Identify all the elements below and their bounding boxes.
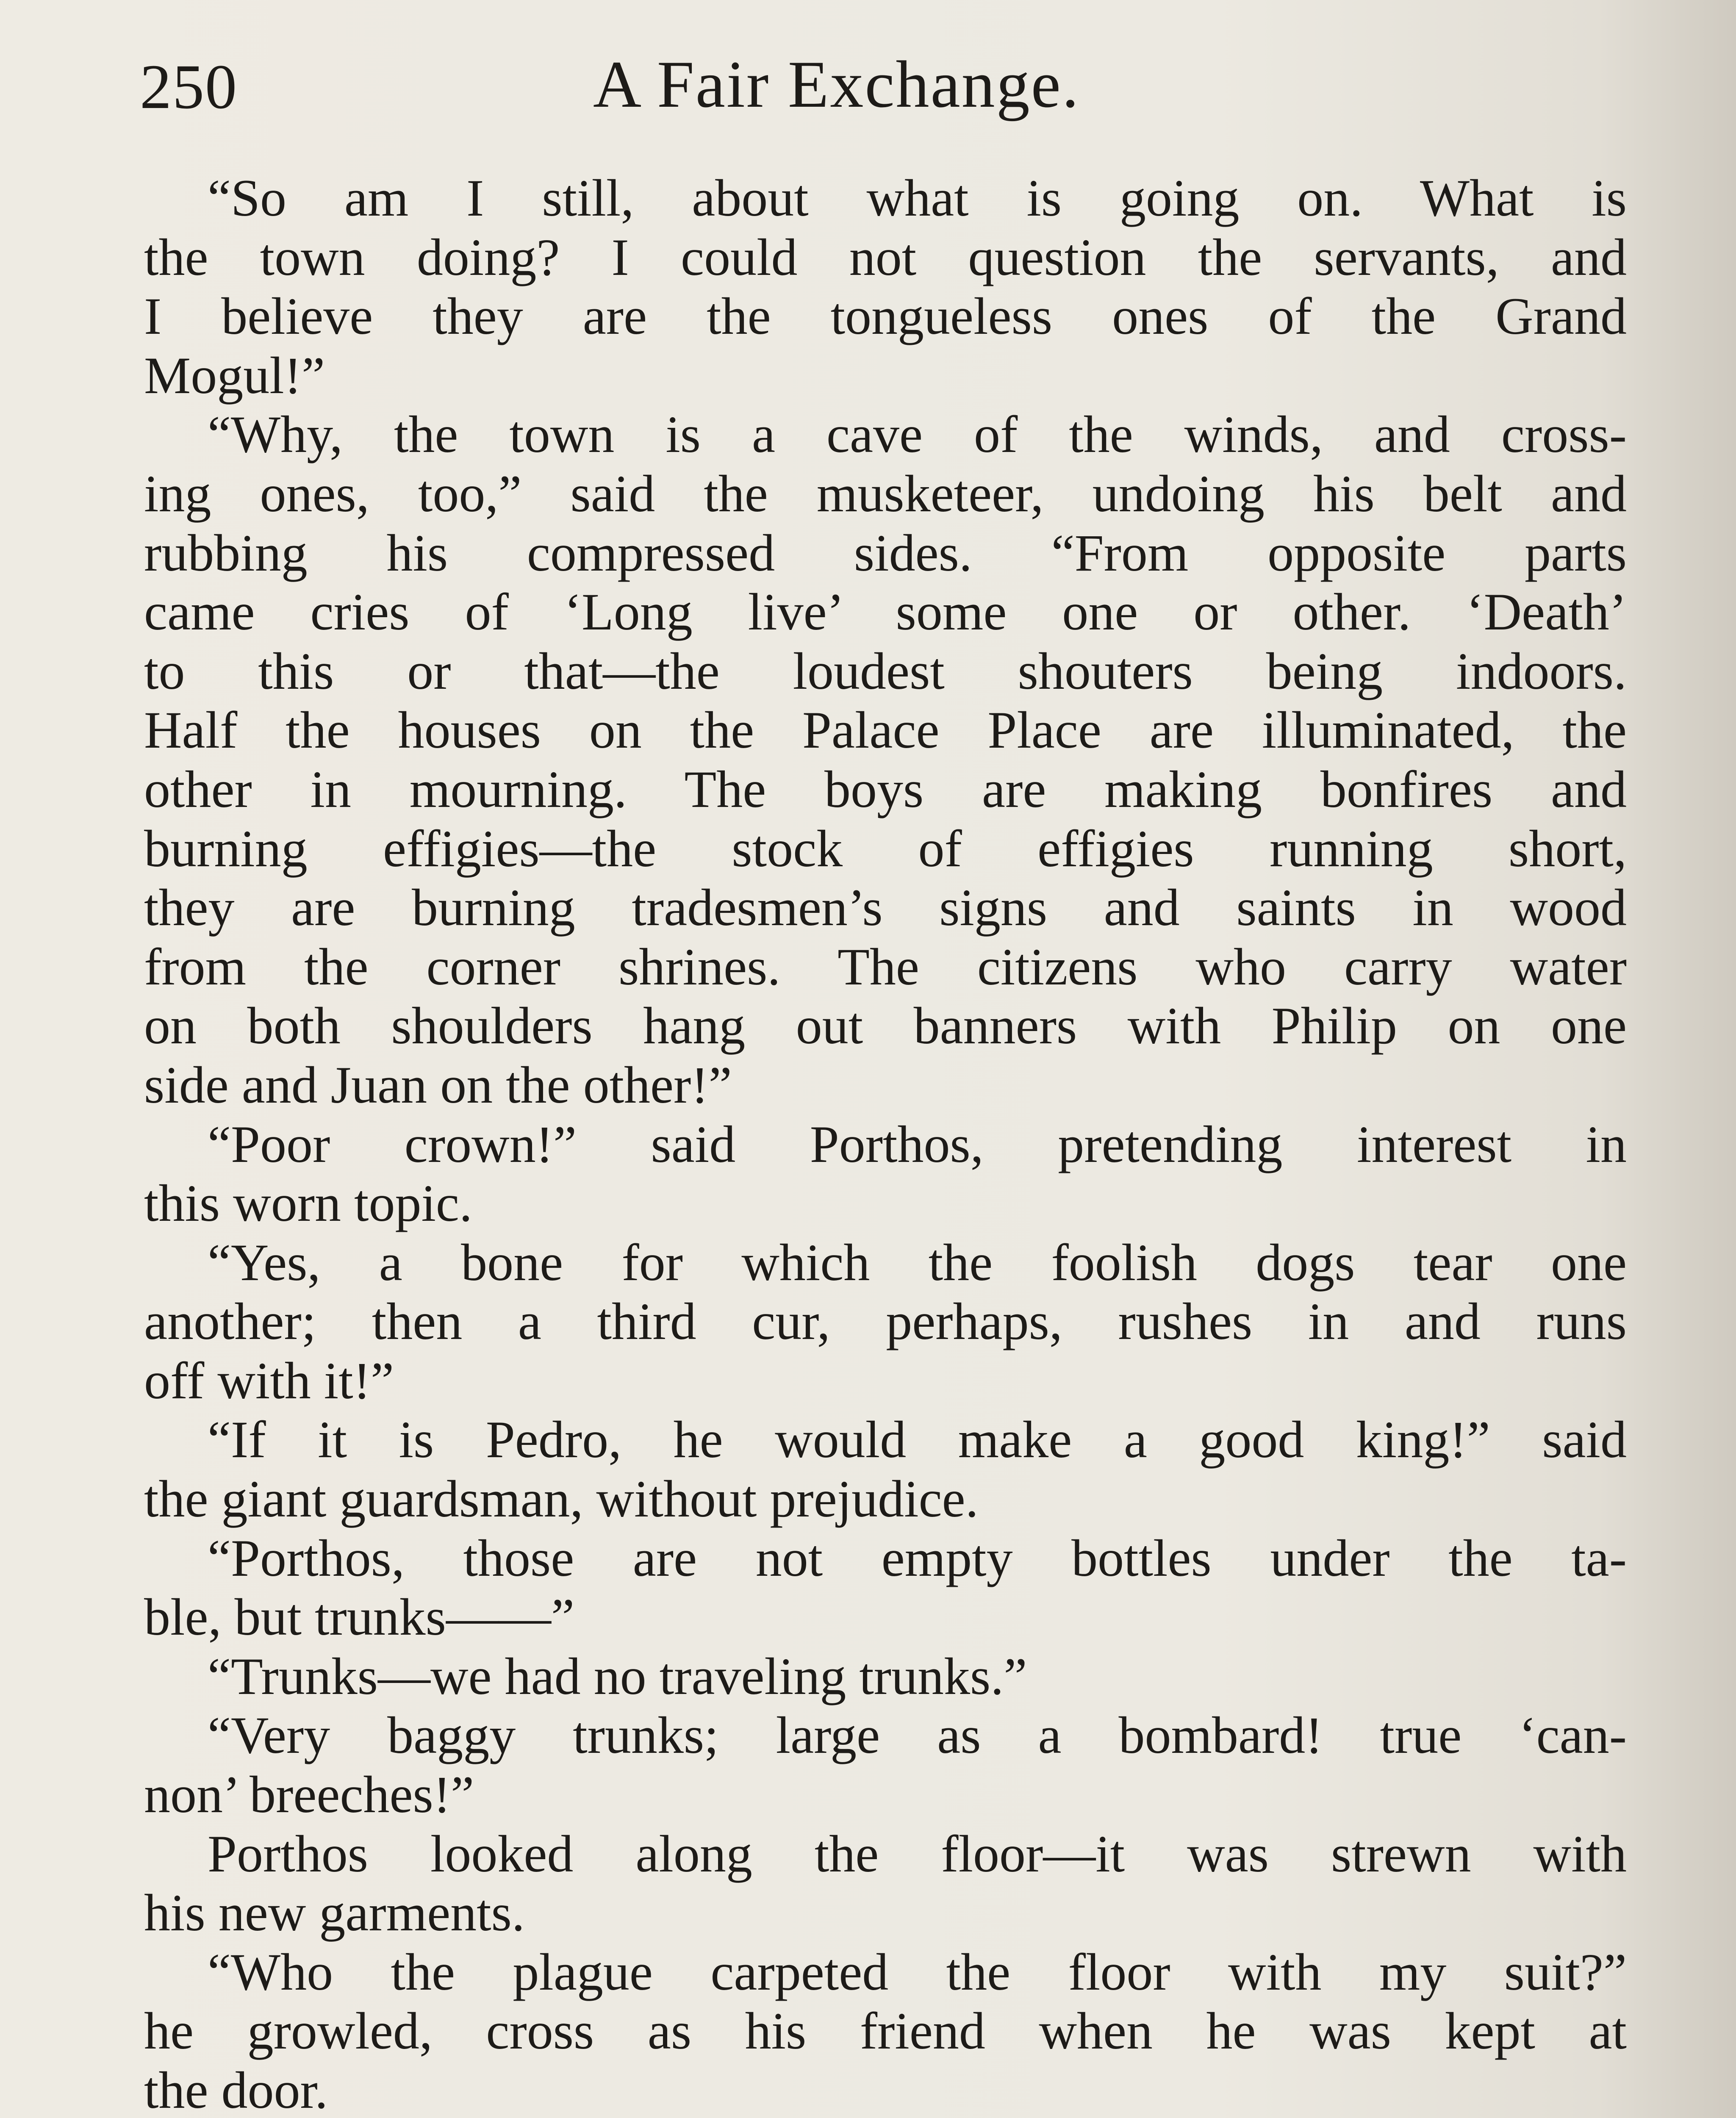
text-line: “Porthos, those are not empty bottles under the ta- [208,1529,1627,1587]
text-line: Half the houses on the Palace Place are illuminated, the [144,701,1627,760]
text-line: from the corner shrines. The citizens who carry water [144,937,1627,996]
text-line: another; then a third cur, perhaps, rushes in and runs [144,1292,1627,1351]
text-line: on both shoulders hang out banners with Philip on one [144,997,1627,1055]
text-line: ble, but trunks——” [144,1588,574,1647]
text-line: off with it!” [144,1351,394,1410]
text-line: ing ones, too,” said the musketeer, undoing his belt and [144,464,1627,523]
running-title: A Fair Exchange. [593,47,1080,122]
text-line: to this or that—the loudest shouters being indoors. [144,642,1627,700]
text-line: I believe they are the tongueless ones of the Grand [144,287,1627,346]
text-line: this worn topic. [144,1174,472,1233]
text-line: they are burning tradesmen’s signs and saints in wood [144,879,1627,937]
text-line: “Poor crown!” said Porthos, pretending interest in [208,1115,1627,1173]
text-line: the town doing? I could not question the servants, and [144,228,1627,286]
page-header [0,0,1736,169]
text-line: burning effigies—the stock of effigies running short, [144,819,1627,878]
text-line: the giant guardsman, without prejudice. [144,1470,979,1528]
text-line: “If it is Pedro, he would make a good king!” said [208,1411,1627,1469]
text-line: “Yes, a bone for which the foolish dogs tear one [208,1233,1627,1292]
body-text [144,169,1627,2118]
text-line: “So am I still, about what is going on. What is [208,169,1627,227]
text-line: he growled, cross as his friend when he was kept at [144,2002,1627,2060]
text-line: Mogul!” [144,346,325,405]
text-line: “Very baggy trunks; large as a bombard! true ‘can- [208,1706,1627,1765]
text-line: came cries of ‘Long live’ some one or other. ‘Death’ [144,583,1627,641]
text-line: non’ breeches!” [144,1766,474,1824]
text-line: “Trunks—we had no traveling trunks.” [208,1647,1027,1705]
text-line: rubbing his compressed sides. “From opposite parts [144,524,1627,582]
text-line: other in mourning. The boys are making bonfires and [144,760,1627,818]
text-line: side and Juan on the other!” [144,1056,732,1114]
text-line: “Why, the town is a cave of the winds, and cross- [208,405,1627,464]
page-number: 250 [140,52,238,122]
text-line: “Who the plague carpeted the floor with my suit?” [208,1943,1627,2001]
text-line: the door. [144,2061,328,2118]
text-line: Porthos looked along the floor—it was strewn with [208,1824,1627,1883]
text-line: his new garments. [144,1884,525,1942]
